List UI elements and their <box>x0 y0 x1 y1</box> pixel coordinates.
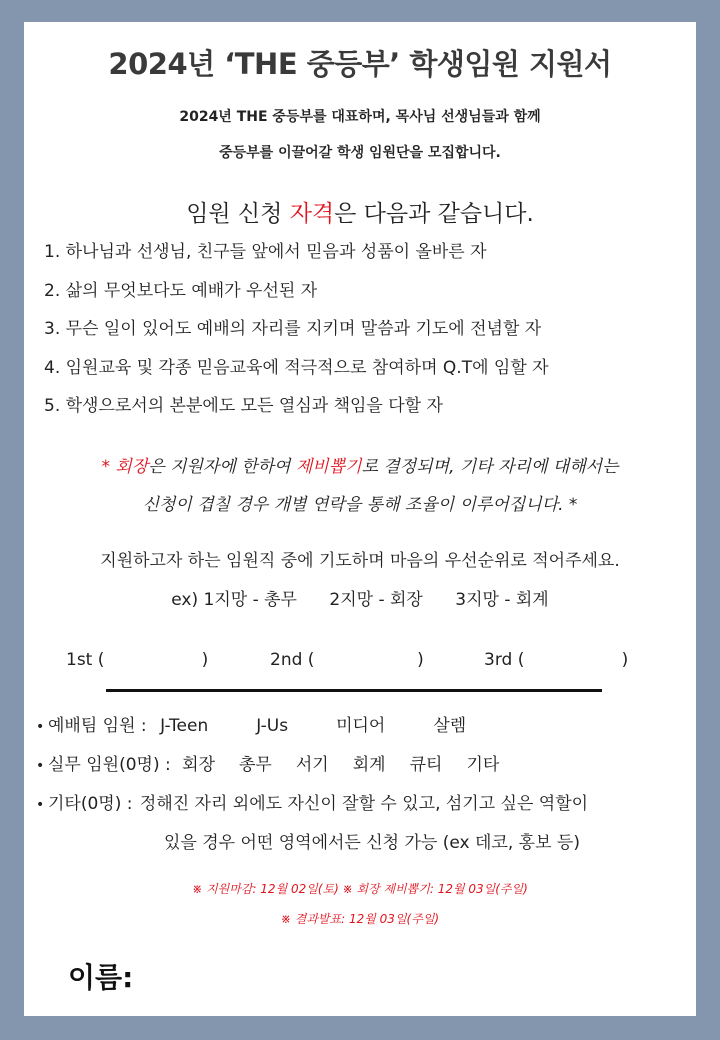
bullet-icon: • <box>36 758 45 774</box>
third-choice-field[interactable]: 3rd ( ) <box>484 650 629 670</box>
note-mid: 은 지원자에 한하여 <box>148 457 296 477</box>
option-item[interactable]: 서기 <box>295 755 329 775</box>
option-item[interactable]: 회장 <box>182 755 215 775</box>
option-item[interactable]: J-Teen <box>160 716 209 736</box>
qualification-item: 3. 무슨 일이 있어도 예배의 자리를 지키며 말씀과 기도에 전념할 자 <box>44 319 542 339</box>
bullet-icon: • <box>36 797 45 813</box>
second-choice-field[interactable]: 2nd ( ) <box>270 650 424 670</box>
intro-line-2: 중등부를 이끌어갈 학생 임원단을 모집합니다. <box>219 145 501 161</box>
qualification-item: 1. 하나님과 선생님, 친구들 앞에서 믿음과 성품이 올바른 자 <box>44 242 487 262</box>
option-item[interactable]: J-Us <box>256 716 289 736</box>
instruction-line-1: 지원하고자 하는 임원직 중에 기도하며 마음의 우선순위로 적어주세요. <box>100 551 620 571</box>
first-choice-field[interactable]: 1st ( ) <box>66 650 209 670</box>
deadline-line-1: ※ 지원마감: 12월 02일(토) ※ 회장 제비뽑기: 12월 03일(주일) <box>192 882 528 896</box>
option-other-text: 정해진 자리 외에도 자신이 잘할 수 있고, 섬기고 싶은 역할이 <box>139 794 589 814</box>
application-form <box>24 22 696 1016</box>
page-title: 2024년 ‘THE 중등부’ 학생임원 지원서 <box>108 47 612 81</box>
qualification-heading-before: 임원 신청 <box>186 201 290 227</box>
bullet-icon: • <box>36 719 45 735</box>
name-label: 이름: <box>68 961 134 994</box>
option-label: 기타(0명) : <box>48 794 133 814</box>
option-item[interactable]: 기타 <box>466 755 500 775</box>
option-other <box>36 789 588 814</box>
qualification-list <box>44 240 549 433</box>
note-line-2: 신청이 겹칠 경우 개별 연락을 통해 조율이 이루어집니다. * <box>142 495 578 515</box>
option-item[interactable]: 살렘 <box>433 716 467 736</box>
option-practical-officer <box>36 750 499 775</box>
qualification-heading <box>24 195 696 228</box>
option-item[interactable]: 미디어 <box>336 716 386 736</box>
note-lottery: 제비뽑기 <box>295 457 362 477</box>
note-line-1 <box>24 452 696 477</box>
note-star: * <box>101 457 116 477</box>
instruction-example: ex) 1지망 - 총무 2지망 - 회장 3지망 - 회계 <box>171 590 549 610</box>
qualification-heading-highlight: 자격 <box>289 201 335 227</box>
option-item[interactable]: 회계 <box>352 755 386 775</box>
qualification-item: 5. 학생으로서의 본분에도 모든 열심과 책임을 다할 자 <box>44 396 443 416</box>
option-label: 실무 임원(0명) : <box>48 755 171 775</box>
note-end: 로 결정되며, 기타 자리에 대해서는 <box>361 457 619 477</box>
intro-line-1: 2024년 THE 중등부를 대표하며, 목사님 선생님들과 함께 <box>179 109 541 125</box>
note-president: 회장 <box>115 457 149 477</box>
option-other-text-2: 있을 경우 어떤 영역에서든 신청 가능 (ex 데코, 홍보 등) <box>164 833 580 853</box>
option-label: 예배팀 임원 : <box>48 716 147 736</box>
option-item[interactable]: 큐티 <box>409 755 443 775</box>
qualification-item: 4. 임원교육 및 각종 믿음교육에 적극적으로 참여하며 Q.T에 임할 자 <box>44 357 549 378</box>
divider-line <box>106 689 602 692</box>
option-worship-team <box>36 711 466 736</box>
qualification-item: 2. 삶의 무엇보다도 예배가 우선된 자 <box>44 280 318 301</box>
deadline-line-2: ※ 결과발표: 12월 03일(주일) <box>280 912 440 926</box>
qualification-heading-after: 은 다음과 같습니다. <box>334 201 534 227</box>
option-item[interactable]: 총무 <box>239 755 272 775</box>
